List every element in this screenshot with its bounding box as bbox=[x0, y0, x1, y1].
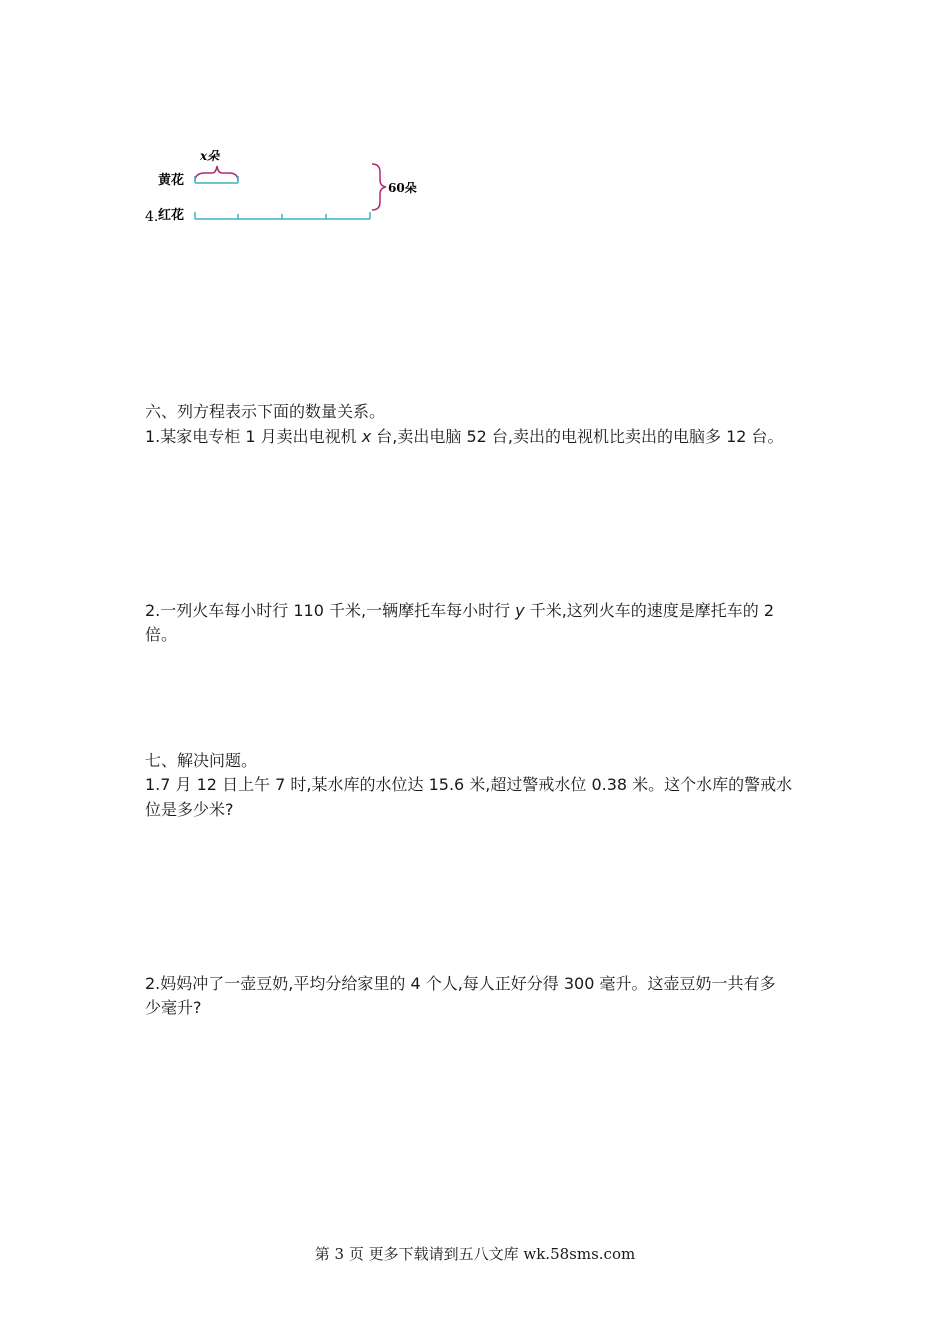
total-brace bbox=[372, 164, 386, 210]
section6-q2-line2: 倍。 bbox=[145, 625, 178, 644]
page-footer: 第 3 页 更多下载请到五八文库 wk.58sms.com bbox=[314, 1245, 636, 1263]
question-number: 4. bbox=[145, 209, 159, 225]
section6-heading: 六、列方程表示下面的数量关系。 bbox=[145, 402, 386, 421]
section6-q1: 1.某家电专柜 1 月卖出电视机 x 台,卖出电脑 52 台,卖出的电视机比卖出的电脑多 12 台。 bbox=[145, 427, 784, 446]
section6-q2-line1: 2.一列火车每小时行 110 千米,一辆摩托车每小时行 y 千米,这列火车的速度是摩托车的 2 bbox=[145, 601, 775, 620]
section7-q1-line2: 位是多少米? bbox=[145, 800, 234, 819]
red-label: 红花 bbox=[158, 208, 185, 223]
section7-q2-line2: 少毫升? bbox=[145, 998, 202, 1017]
x-label: x朵 bbox=[200, 149, 220, 163]
section7-heading: 七、解决问题。 bbox=[145, 751, 258, 770]
yellow-label: 黄花 bbox=[158, 173, 185, 188]
line-segment-diagram bbox=[140, 140, 440, 230]
x-brace bbox=[195, 166, 238, 181]
total-label: 60朵 bbox=[388, 181, 417, 195]
section7-q1-line1: 1.7 月 12 日上午 7 时,某水库的水位达 15.6 米,超过警戒水位 0.38 米。这个水库的警戒水 bbox=[145, 775, 793, 794]
section7-q2-line1: 2.妈妈冲了一壶豆奶,平均分给家里的 4 个人,每人正好分得 300 毫升。这壶豆奶一共有多 bbox=[145, 974, 776, 993]
